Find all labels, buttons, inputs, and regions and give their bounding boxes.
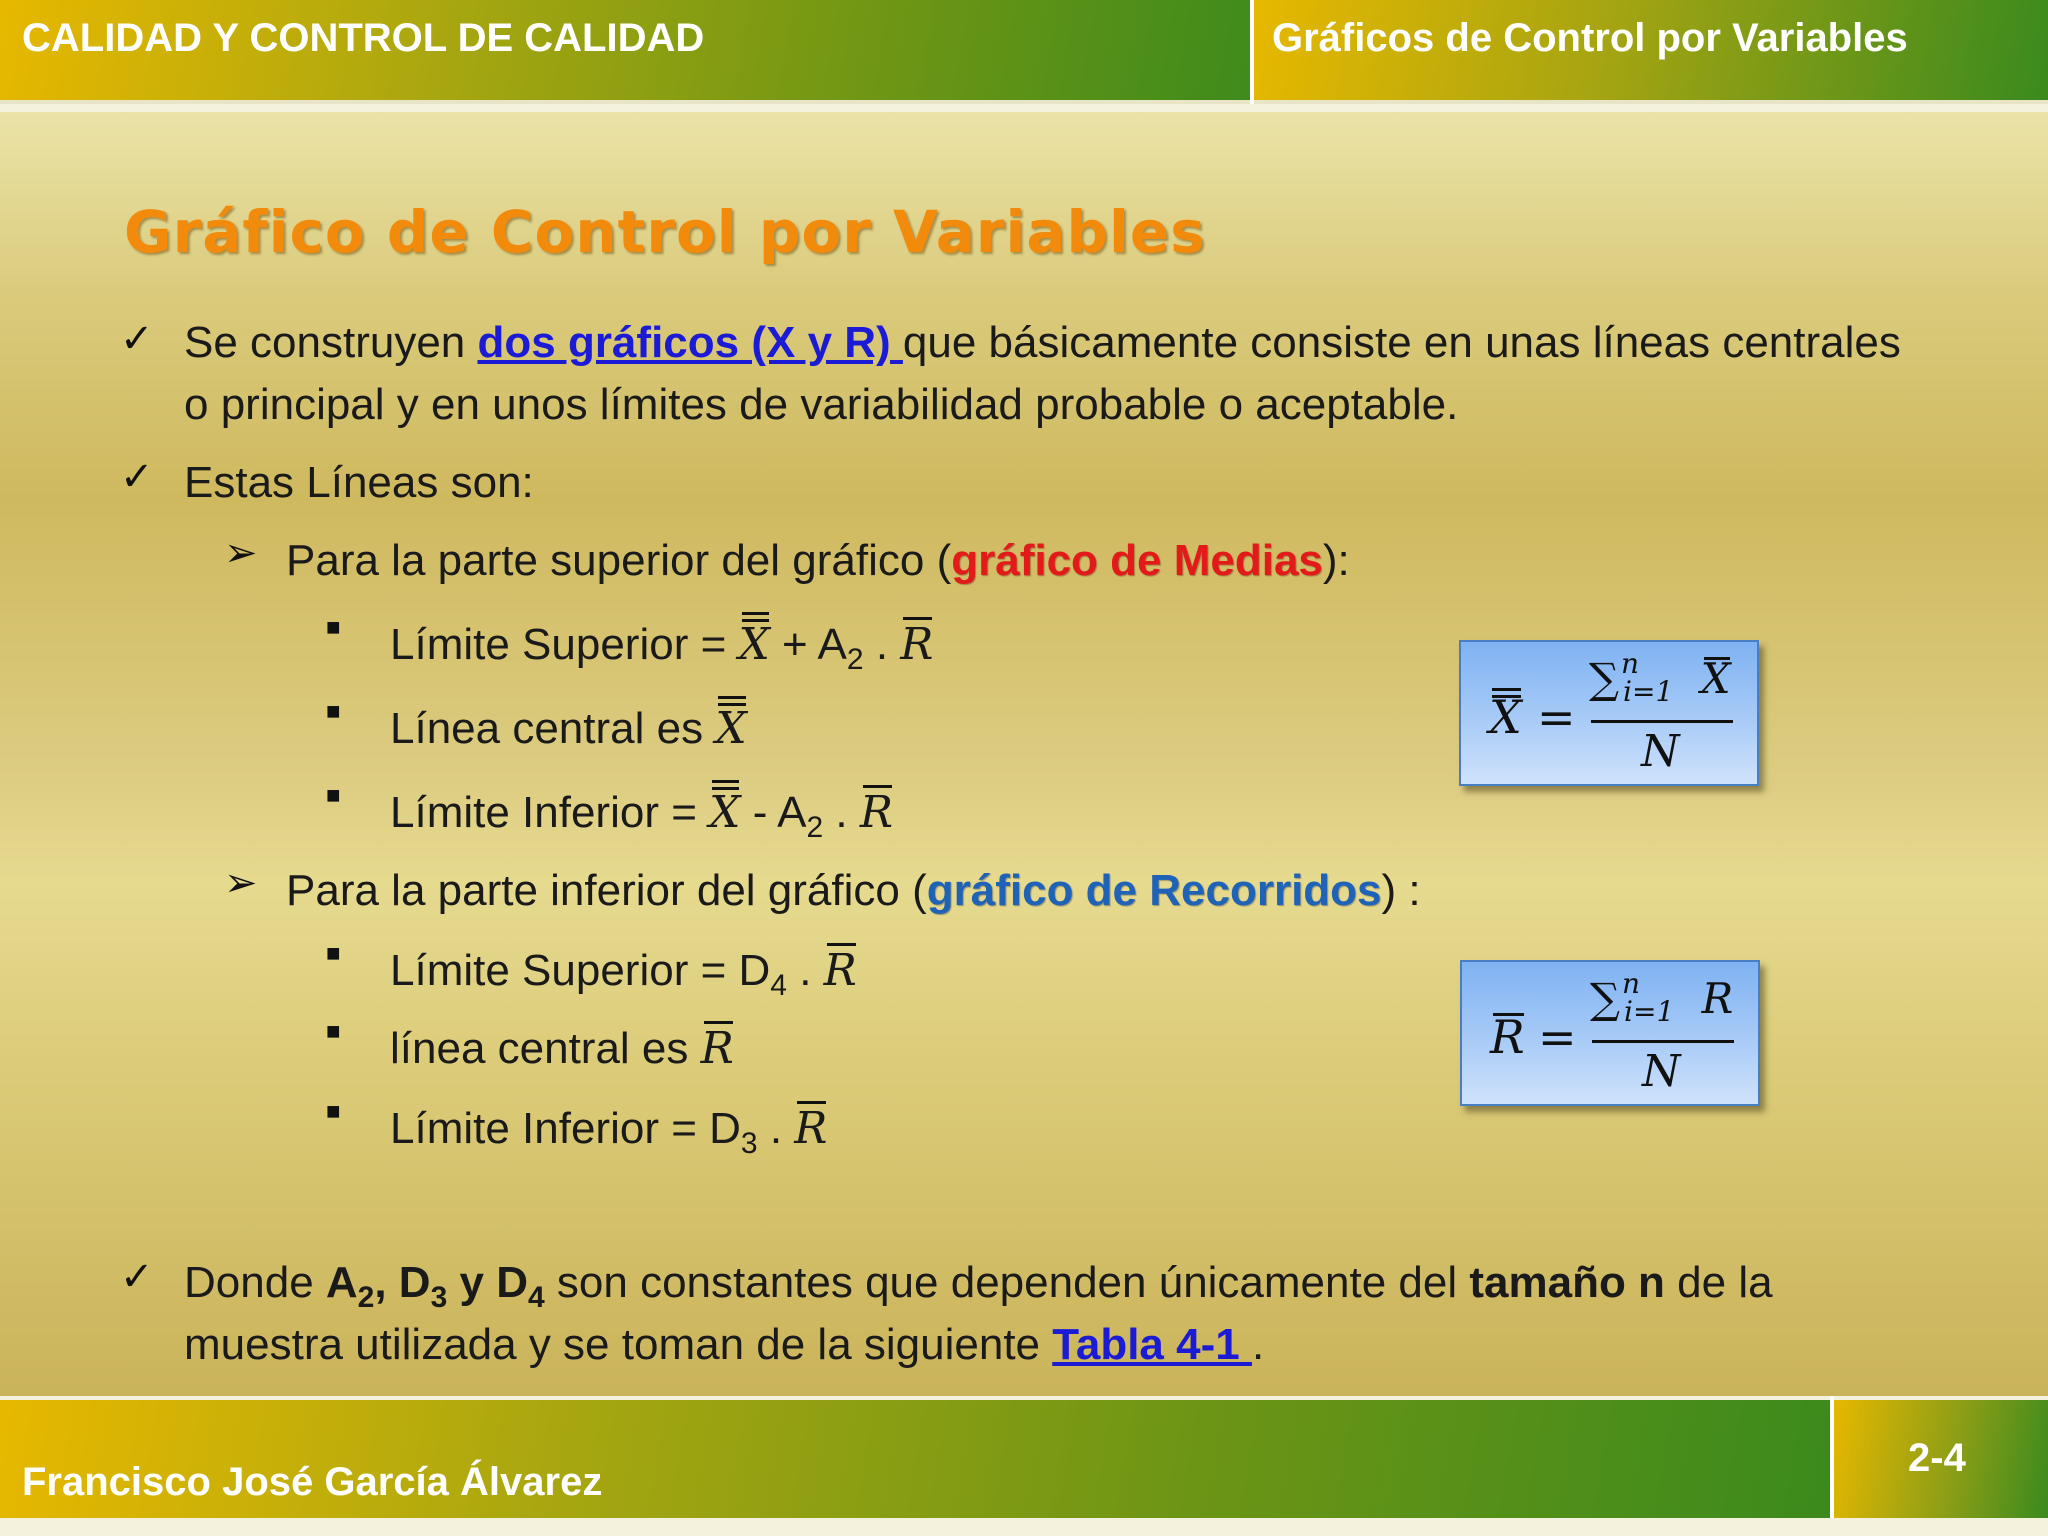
square-bullet-icon: ■ xyxy=(326,1018,341,1045)
slide-content xyxy=(0,112,2048,1396)
bullet-2: Estas Líneas son: xyxy=(184,458,534,507)
bullet-3-line-1: Donde $A_2$, $D_3$ y $D_4$ son constantes que dependen únicamente del tamaño n de la xyxy=(184,1258,1773,1314)
formula-x-double-bar: X = ∑$^n$i=1 X N xyxy=(1459,640,1759,786)
header-separator xyxy=(0,104,2048,112)
square-bullet-icon: ■ xyxy=(326,614,341,641)
author-name: Francisco José García Álvarez xyxy=(22,1460,603,1504)
page-number: 2-4 xyxy=(1908,1436,1966,1480)
course-title: CALIDAD Y CONTROL DE CALIDAD xyxy=(22,16,705,60)
slide-title: Gráfico de Control por Variables xyxy=(124,198,1206,266)
lower-linea-central: línea central es R xyxy=(390,1018,734,1080)
medias-highlight: gráfico de Medias xyxy=(951,536,1323,585)
square-bullet-icon: ■ xyxy=(326,940,341,967)
tabla-4-1-link[interactable]: Tabla 4-1 xyxy=(1052,1320,1252,1369)
bottom-strip xyxy=(0,1518,2048,1536)
arrow-bullet-icon: ➢ xyxy=(224,531,258,575)
upper-limite-inferior: Límite Inferior = X - $A_2$ . R xyxy=(390,782,893,844)
checkmark-icon: ✓ xyxy=(120,1255,154,1299)
footer-right xyxy=(1834,1396,2048,1518)
upper-linea-central: Línea central es X xyxy=(390,698,747,760)
square-bullet-icon: ■ xyxy=(326,698,341,725)
lower-limite-superior: Límite Superior = $D_4$ . R xyxy=(390,940,857,1002)
lower-limite-inferior: Límite Inferior = $D_3$ . R xyxy=(390,1098,827,1160)
bullet-3-line-2: muestra utilizada y se toman de la siguiente Tabla 4-1 . xyxy=(184,1320,1265,1369)
upper-chart-intro: Para la parte superior del gráfico (gráfico de Medias): xyxy=(286,536,1350,585)
lower-chart-intro: Para la parte inferior del gráfico (gráfico de Recorridos) : xyxy=(286,866,1421,915)
formula-r-bar: R = ∑$^n$i=1 R N xyxy=(1460,960,1760,1106)
bullet-1-line-1: Se construyen dos gráficos (X y R) que básicamente consiste en unas líneas centrales xyxy=(184,318,1901,367)
bullet-1-line-2: o principal y en unos límites de variabilidad probable o aceptable. xyxy=(184,380,1459,429)
square-bullet-icon: ■ xyxy=(326,1098,341,1125)
checkmark-icon: ✓ xyxy=(120,317,154,361)
upper-limite-superior: Límite Superior = $X + A_2$ . R xyxy=(390,614,933,676)
checkmark-icon: ✓ xyxy=(120,455,154,499)
section-title: Gráficos de Control por Variables xyxy=(1272,16,1908,60)
recorridos-highlight: gráfico de Recorridos xyxy=(926,866,1382,915)
dos-graficos-link[interactable]: dos gráficos (X y R) xyxy=(477,318,903,367)
header-left xyxy=(0,0,1250,104)
footer-left xyxy=(0,1396,1830,1518)
header-right xyxy=(1254,0,2048,104)
arrow-bullet-icon: ➢ xyxy=(224,861,258,905)
square-bullet-icon: ■ xyxy=(326,782,341,809)
